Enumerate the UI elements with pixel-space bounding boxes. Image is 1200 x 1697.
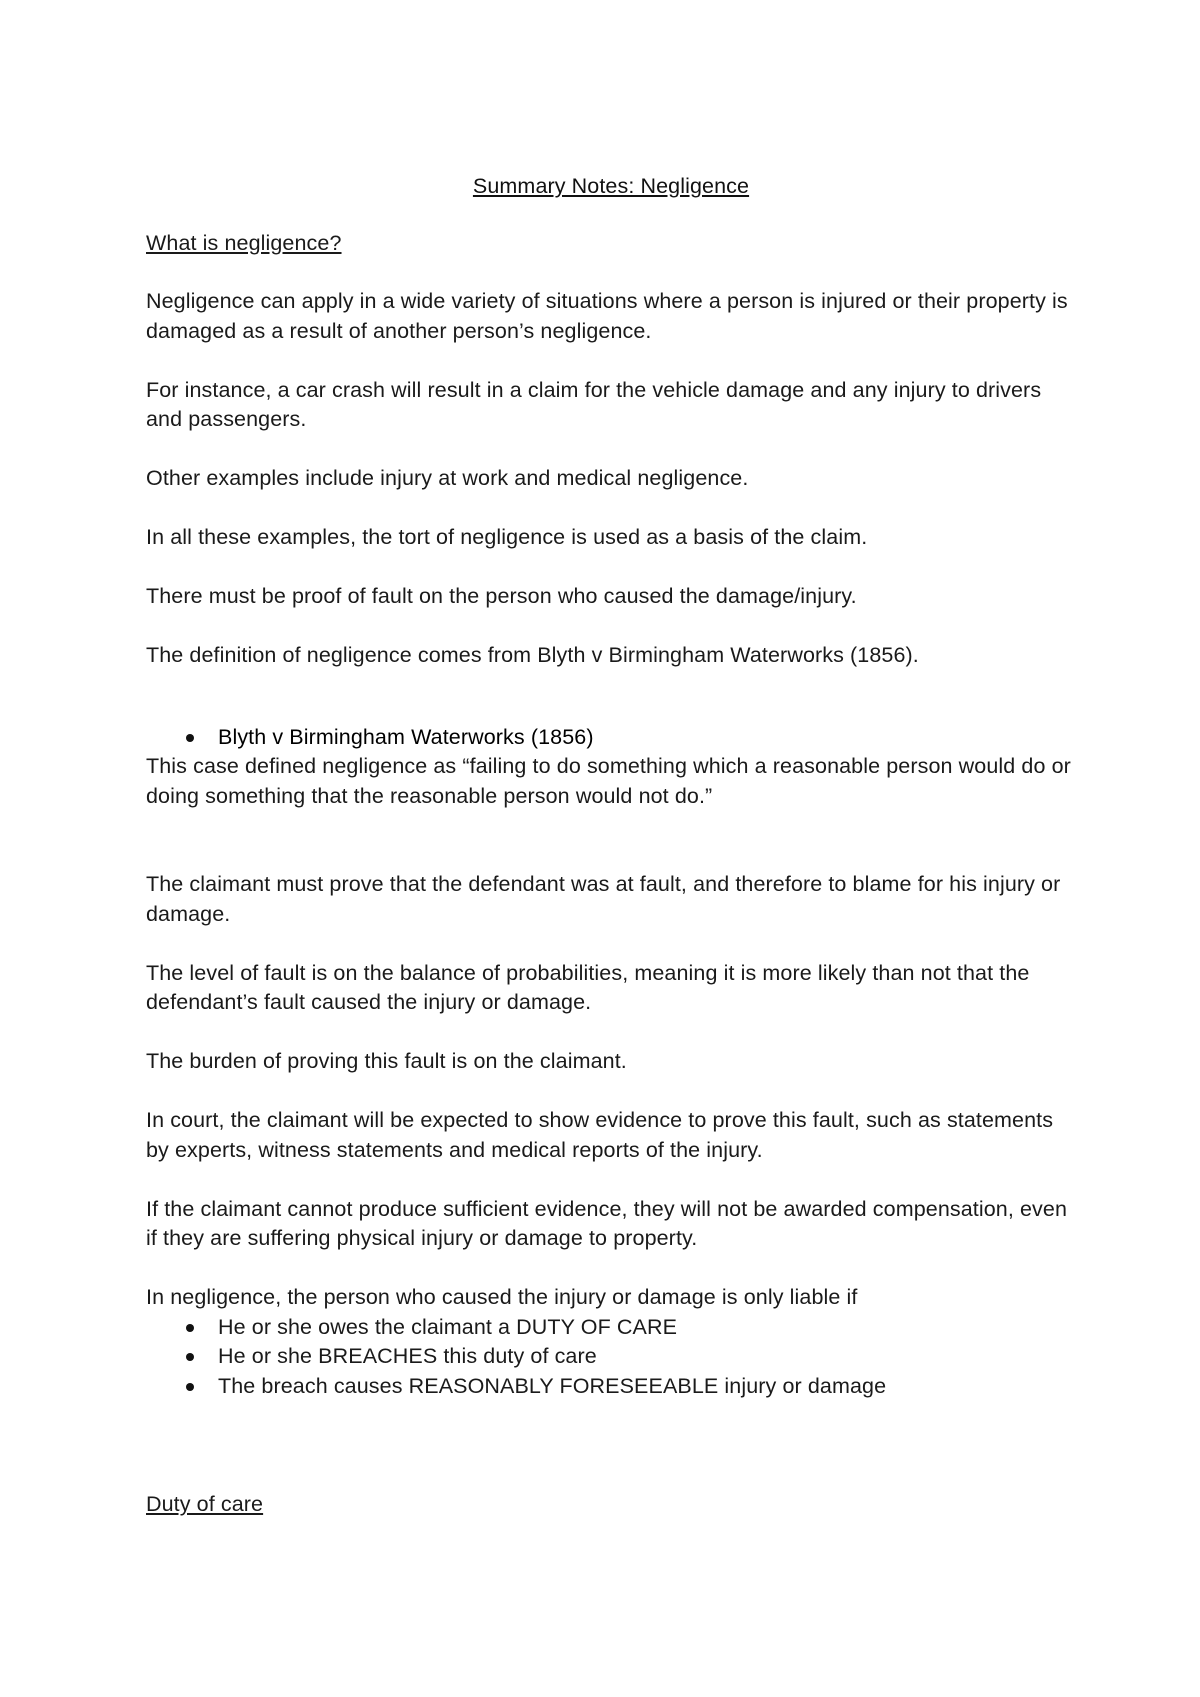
liability-condition: [146, 1372, 1076, 1402]
document-content: [146, 172, 1076, 1520]
section-heading-what-is-negligence: What is negligence?: [146, 230, 342, 255]
section-heading-duty-of-care: Duty of care: [146, 1492, 264, 1516]
fault-paragraph: The claimant must prove that the defendant was at fault, and therefore to blame for his injury or damage.: [146, 872, 1061, 926]
intro-paragraph: In all these examples, the tort of negligence is used as a basis of the claim.: [146, 525, 868, 549]
liability-conditions-list: [146, 1313, 1076, 1402]
fault-paragraph: If the claimant cannot produce sufficient evidence, they will not be awarded compensation, even if they are suffering physical injury or damage to property.: [146, 1196, 1068, 1250]
bullet-icon: [186, 1383, 194, 1391]
fault-paragraph: The burden of proving this fault is on the claimant.: [146, 1049, 627, 1073]
case-name: Blyth v Birmingham Waterworks (1856): [218, 724, 594, 749]
intro-paragraph: Negligence can apply in a wide variety of situations where a person is injured or their property is damaged as a result of another person’s negligence.: [146, 289, 1068, 343]
liability-intro: In negligence, the person who caused the injury or damage is only liable if: [146, 1285, 858, 1309]
liability-condition: [146, 1313, 1076, 1343]
fault-paragraph: The level of fault is on the balance of probabilities, meaning it is more likely than not that the defendant’s fault caused the injury or damage.: [146, 960, 1030, 1014]
intro-paragraph: The definition of negligence comes from Blyth v Birmingham Waterworks (1856).: [146, 643, 919, 667]
intro-paragraph: For instance, a car crash will result in a claim for the vehicle damage and any injury to drivers and passengers.: [146, 377, 1042, 431]
case-list-item: [146, 723, 1076, 753]
liability-condition-text: The breach causes REASONABLY FORESEEABLE injury or damage: [218, 1373, 887, 1398]
case-description: This case defined negligence as “failing to do something which a reasonable person would do or doing something that the reasonable person would not do.”: [146, 754, 1071, 808]
fault-paragraph: In court, the claimant will be expected to show evidence to prove this fault, such as statements by experts, witness statements and medical reports of the injury.: [146, 1108, 1054, 1162]
intro-paragraph: There must be proof of fault on the person who caused the damage/injury.: [146, 584, 857, 608]
bullet-icon: [186, 1353, 194, 1361]
page-title: Summary Notes: Negligence: [472, 174, 750, 198]
intro-paragraph: Other examples include injury at work and medical negligence.: [146, 466, 749, 490]
case-list: [146, 723, 1076, 753]
bullet-icon: [186, 1324, 194, 1332]
liability-condition-text: He or she BREACHES this duty of care: [218, 1344, 597, 1368]
bullet-icon: [186, 734, 194, 742]
liability-condition: [146, 1342, 1076, 1372]
liability-condition-text: He or she owes the claimant a DUTY OF CARE: [218, 1314, 678, 1339]
